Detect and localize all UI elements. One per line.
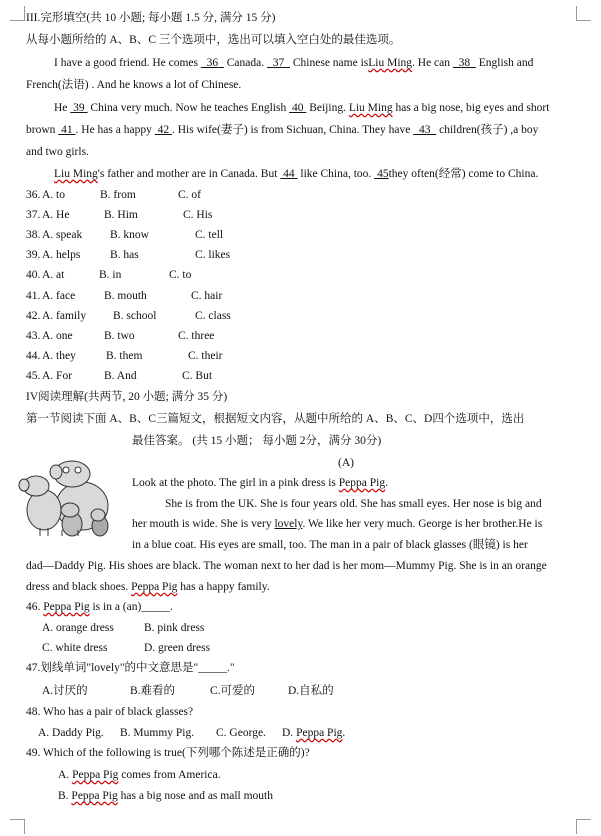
text: brown — [26, 124, 56, 136]
peppa-pig-name: Peppa Pig — [296, 727, 343, 739]
cloze-paragraph-1-line-2: French(法语) . And he knows a lot of Chinese. — [26, 79, 242, 91]
peppa-pig-name: Peppa Pig — [131, 581, 178, 593]
text: . He can — [412, 57, 451, 69]
passage-a-line-6: dress and black shoes. Peppa Pig has a happy family. — [26, 581, 270, 593]
question-49-option-a: A. Peppa Pig comes from America. — [58, 769, 221, 781]
text: 's father and mother are in Canada. But — [97, 168, 278, 180]
passage-a-line-1: Look at the photo. The girl in a pink dress is Peppa Pig. — [132, 477, 388, 489]
text: they often(经常) come to China. — [388, 168, 539, 180]
blank-38: 38 — [458, 57, 471, 69]
question-46: 46. Peppa Pig is in a (an)_____. — [26, 601, 173, 613]
question-46-options-row-1: A. orange dress B. pink dress — [42, 622, 205, 634]
text: like China, too. — [300, 168, 372, 180]
section4-instruction-cont: 最佳答案。 (共 15 小题； 每小题 2分，满分 30分) — [132, 435, 382, 447]
crop-mark-top-left — [10, 6, 25, 21]
question-47: 47.划线单词"lovely"的中文意思是"_____." — [26, 662, 235, 674]
cloze-paragraph-1-line-1 — [54, 56, 533, 70]
passage-a-line-5: dad—Daddy Pig. His shoes are black. The woman next to her dad is her mom—Mummy Pig. She is in an orange — [26, 560, 547, 572]
text: He — [54, 102, 68, 114]
question-49-option-b: B. Peppa Pig has a big nose and as mall mouth — [58, 790, 273, 802]
text: has a big nose, big eyes and short — [395, 102, 550, 114]
section3-heading: III.完形填空(共 10 小题; 每小题 1.5 分, 满分 15 分) — [26, 12, 276, 24]
peppa-pig-name: Peppa Pig — [71, 790, 118, 802]
name-liu-ming: Liu Ming — [54, 168, 98, 180]
text: English and — [478, 57, 534, 69]
text: I have a good friend. He comes — [54, 57, 199, 69]
text: Chinese name is — [292, 57, 369, 69]
question-47-options: A.讨厌的 B.难看的 C.可爱的 D.自私的 — [42, 685, 334, 697]
text: Canada. — [226, 57, 265, 69]
option-row: 37. A. He B. Him C. His — [26, 209, 213, 221]
option-row: 44. A. they B. them C. their — [26, 350, 223, 362]
peppa-pig-family-illustration — [14, 458, 126, 538]
blank-41: 41 — [61, 124, 73, 136]
blank-39: 39 — [73, 102, 85, 114]
option-row: 41. A. face B. mouth C. hair — [26, 290, 223, 302]
option-row: 40. A. at B. in C. to — [26, 269, 192, 281]
passage-label: (A) — [338, 457, 354, 469]
text: . His wife(妻子) is from Sichuan, China. They have — [171, 124, 411, 136]
blank-36: 36 — [206, 57, 219, 69]
section3-instruction: 从每小题所给的 A、B、C 三个选项中，选出可以填入空白处的最佳选项。 — [26, 34, 401, 46]
text: children(孩子) ,a boy — [439, 124, 539, 136]
passage-a-line-4: in a blue coat. His eyes are small, too. The man in a pair of black glasses (眼镜) is her — [132, 539, 528, 551]
blank-42: 42 — [157, 124, 170, 136]
option-row: 36. A. to B. from C. of — [26, 189, 201, 201]
word-lovely: lovely — [274, 518, 303, 530]
peppa-pig-name: Peppa Pig — [338, 477, 386, 489]
crop-mark-bottom-right — [576, 819, 591, 834]
crop-mark-top-right — [576, 6, 591, 21]
cloze-paragraph-2-line-2 — [26, 123, 538, 137]
question-46-options-row-2: C. white dress D. green dress — [42, 642, 211, 654]
option-row: 45. A. For B. And C. But — [26, 370, 213, 382]
option-row: 38. A. speak B. know C. tell — [26, 229, 224, 241]
blank-45: 45 — [377, 168, 389, 180]
peppa-pig-name: Peppa Pig — [43, 601, 90, 613]
section4-instruction: 第一节阅读下面 A、B、C三篇短文，根据短文内容，从题中所给的 A、B、C、D四个选项中，选出 — [26, 413, 525, 425]
text: . He has a happy — [75, 124, 152, 136]
blank-37: 37 — [272, 57, 285, 69]
crop-mark-bottom-left — [10, 819, 25, 834]
option-row: 42. A. family B. school C. class — [26, 310, 231, 322]
question-48: 48. Who has a pair of black glasses? — [26, 706, 194, 718]
cloze-paragraph-3 — [54, 167, 538, 181]
cloze-paragraph-2-line-3: and two girls. — [26, 146, 89, 158]
text: Beijing. — [309, 102, 346, 114]
option-row: 43. A. one B. two C. three — [26, 330, 215, 342]
passage-a-line-3: her mouth is wide. She is very lovely. We like her very much. George is her brother.He is — [132, 518, 543, 530]
name-liu-ming: Liu Ming — [368, 57, 413, 69]
blank-44: 44 — [283, 168, 295, 180]
cloze-paragraph-2-line-1 — [54, 101, 549, 115]
section4-heading: IV阅读理解(共两节, 20 小题; 满分 35 分) — [26, 391, 228, 403]
question-48-options: A. Daddy Pig. B. Mummy Pig. C. George. D. Peppa Pig. — [38, 727, 346, 739]
peppa-pig-name: Peppa Pig — [72, 769, 119, 781]
blank-43: 43 — [418, 124, 431, 136]
passage-a-line-2: She is from the UK. She is four years old. She has small eyes. Her nose is big and — [165, 498, 542, 510]
text: China very much. Now he teaches English — [90, 102, 287, 114]
option-row: 39. A. helps B. has C. likes — [26, 249, 231, 261]
question-49: 49. Which of the following is true(下列哪个陈述是正确的)? — [26, 747, 310, 759]
blank-40: 40 — [291, 102, 304, 114]
name-liu-ming: Liu Ming — [348, 102, 393, 114]
